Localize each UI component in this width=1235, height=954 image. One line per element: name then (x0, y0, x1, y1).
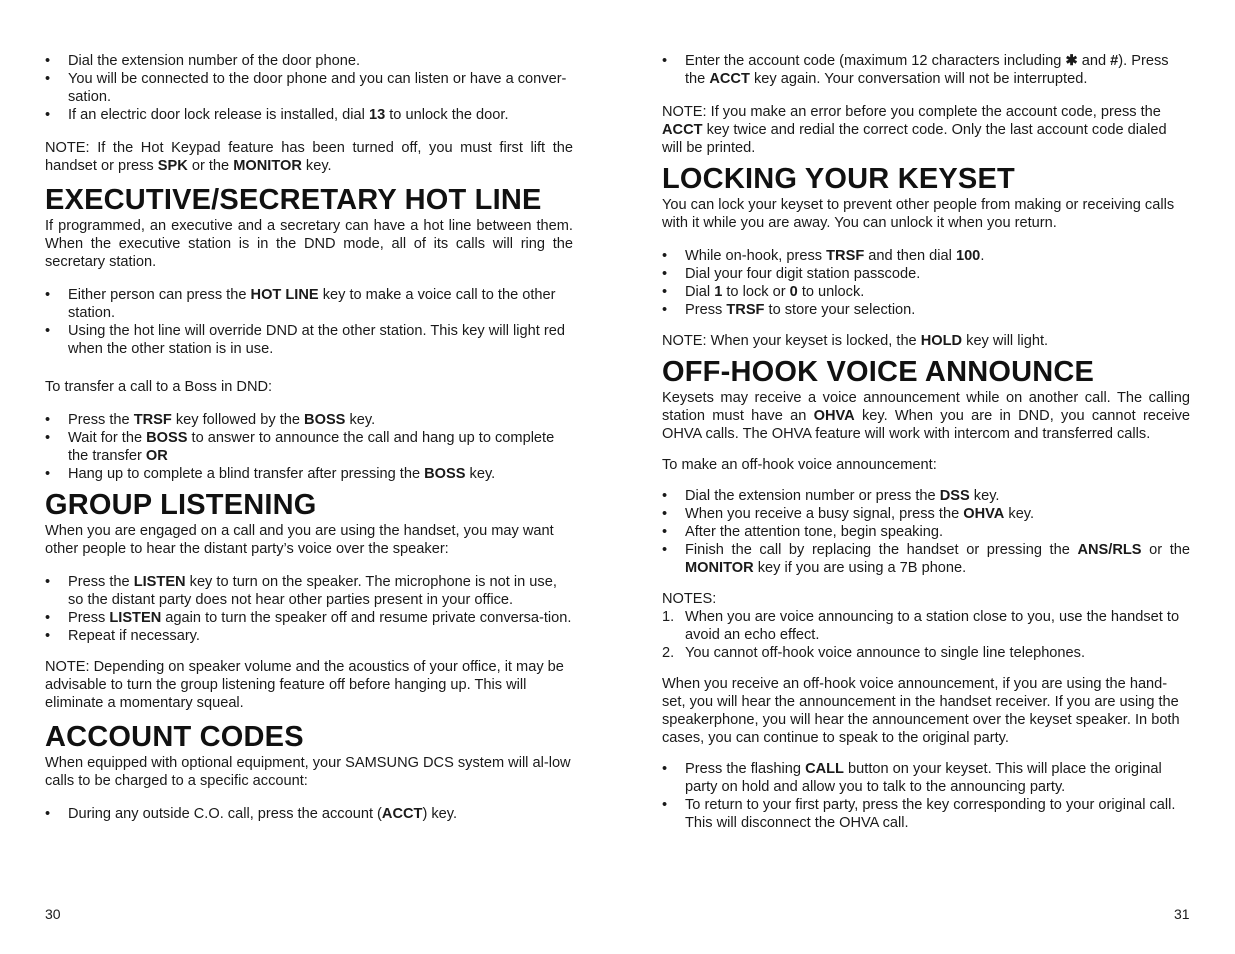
list-item: • Dial your four digit station passcode. (662, 266, 921, 282)
offhook-list-2 (662, 760, 1190, 832)
list-item: • During any outside C.O. call, press the account (ACCT) key. (45, 806, 458, 822)
offhook-paragraph-2: When you receive an off-hook voice announcement, if you are using the hand-set, you will hear the announcement in the handset receiver. If you are using the speakerphone, you will hear the announcement over the keyset speaker. In both cases, you can continue to speak to the original party. (662, 676, 1180, 746)
list-item: 1. When you are voice announcing to a station close to you, use the handset to avoid an echo effect. (662, 609, 1180, 643)
offhook-intro: To make an off-hook voice announcement: (662, 457, 937, 473)
page-number-right: 31 (1174, 906, 1190, 922)
section-heading-group: GROUP LISTENING (45, 489, 317, 521)
list-item: • Press the LISTEN key to turn on the speaker. The microphone is not in use, so the distant party does not hear other parties present in your office. (45, 574, 557, 608)
locking-list (662, 247, 1190, 319)
group-note: NOTE: Depending on speaker volume and the acoustics of your office, it may be advisable to turn the group listening feature off before hanging up. This will eliminate a momentary squeal. (45, 659, 564, 711)
bullet-icon: • (662, 524, 668, 540)
list-item: • Finish the call by replacing the handset or pressing the ANS/RLS or the MONITOR key if you are using a 7B phone. (662, 542, 1190, 576)
group-paragraph: When you are engaged on a call and you are using the handset, you may want other people to hear the distant party’s voice over the speaker: (45, 523, 554, 557)
bullet-icon: • (45, 574, 51, 590)
bullet-icon: • (662, 542, 668, 558)
hot-keypad-note: NOTE: If the Hot Keypad feature has been turned off, you must first lift the handset or press SPK or the MONITOR key. (45, 140, 573, 174)
list-item: • Wait for the BOSS to answer to announce the call and hang up to complete the transfer OR (45, 430, 555, 464)
section-heading-locking: LOCKING YOUR KEYSET (662, 163, 1015, 195)
page-number-left: 30 (45, 906, 61, 922)
star-icon: ✱ (1065, 53, 1078, 69)
bullet-icon: • (45, 610, 51, 626)
list-item: • Dial the extension number or press the DSS key. (662, 488, 1000, 504)
bullet-icon: • (45, 466, 51, 482)
list-item: • If an electric door lock release is installed, dial 13 to unlock the door. (45, 107, 509, 123)
account-note: NOTE: If you make an error before you complete the account code, press the ACCT key twice and redial the correct code. Only the last account code dialed will be printed. (662, 104, 1167, 156)
locking-paragraph: You can lock your keyset to prevent other people from making or receiving calls with it while you are away. You can unlock it when you return. (662, 197, 1175, 231)
bullet-icon: • (662, 506, 668, 522)
list-item: • To return to your first party, press the key corresponding to your original call. This will disconnect the OHVA call. (662, 797, 1176, 831)
list-item: • Using the hot line will override DND at the other station. This key will light red when the other station is in use. (45, 323, 565, 357)
left-page (45, 52, 573, 823)
bullet-icon: • (45, 628, 51, 644)
bullet-icon: • (662, 53, 668, 69)
account-continued-list (662, 52, 1190, 88)
list-item: • You will be connected to the door phone and you can listen or have a conver-sation. (45, 71, 567, 105)
list-item: • Dial the extension number of the door phone. (45, 53, 361, 69)
section-heading-account: ACCOUNT CODES (45, 721, 304, 753)
bullet-icon: • (662, 266, 668, 282)
notes-list (662, 608, 1190, 662)
transfer-intro: To transfer a call to a Boss in DND: (45, 379, 273, 395)
list-item: 2. You cannot off-hook voice announce to single line telephones. (662, 645, 1086, 661)
notes-label: NOTES: (662, 591, 717, 607)
section-heading-exec: EXECUTIVE/SECRETARY HOT LINE (45, 184, 542, 216)
list-item: • Press LISTEN again to turn the speaker off and resume private conversa-tion. (45, 610, 572, 626)
list-item: • Repeat if necessary. (45, 628, 200, 644)
offhook-paragraph: Keysets may receive a voice announcement while on another call. The calling station must have an OHVA key. When you are in DND, you cannot receive OHVA calls. The OHVA feature will work with intercom and transferred calls. (662, 390, 1190, 442)
account-paragraph: When equipped with optional equipment, your SAMSUNG DCS system will al-low calls to be charged to a specific account: (45, 755, 571, 789)
account-list (45, 805, 573, 823)
list-item: • Enter the account code (maximum 12 characters including ✱ and #). Press the ACCT key again. Your conversation will not be interrupted. (662, 53, 1169, 87)
bullet-icon: • (45, 806, 51, 822)
list-item: • Hang up to complete a blind transfer after pressing the BOSS key. (45, 466, 496, 482)
list-item: • While on-hook, press TRSF and then dial 100. (662, 248, 985, 264)
bullet-icon: • (662, 302, 668, 318)
list-item: • After the attention tone, begin speaking. (662, 524, 944, 540)
list-item: • Press the flashing CALL button on your keyset. This will place the original party on hold and allow you to talk to the announcing party. (662, 761, 1162, 795)
bullet-icon: • (662, 488, 668, 504)
bullet-icon: • (662, 248, 668, 264)
transfer-list (45, 411, 573, 483)
bullet-icon: • (45, 53, 51, 69)
bullet-icon: • (662, 797, 668, 813)
offhook-list (662, 487, 1190, 577)
bullet-icon: • (45, 412, 51, 428)
bullet-icon: • (662, 761, 668, 777)
locking-note: NOTE: When your keyset is locked, the HOLD key will light. (662, 333, 1049, 349)
bullet-icon: • (45, 323, 51, 339)
bullet-icon: • (45, 430, 51, 446)
right-page (662, 52, 1190, 832)
section-heading-offhook: OFF-HOOK VOICE ANNOUNCE (662, 356, 1095, 388)
list-item: • Either person can press the HOT LINE key to make a voice call to the other station. (45, 287, 556, 321)
bullet-icon: • (45, 71, 51, 87)
list-item: • Dial 1 to lock or 0 to unlock. (662, 284, 865, 300)
door-phone-list (45, 52, 573, 124)
group-list (45, 573, 573, 645)
list-item: • Press the TRSF key followed by the BOSS key. (45, 412, 376, 428)
bullet-icon: • (45, 107, 51, 123)
exec-list (45, 286, 573, 358)
exec-paragraph: If programmed, an executive and a secretary can have a hot line between them. When the executive station is in the DND mode, all of its calls will ring the secretary station. (45, 218, 573, 270)
list-item: • Press TRSF to store your selection. (662, 302, 916, 318)
list-item: • When you receive a busy signal, press the OHVA key. (662, 506, 1035, 522)
bullet-icon: • (45, 287, 51, 303)
bullet-icon: • (662, 284, 668, 300)
